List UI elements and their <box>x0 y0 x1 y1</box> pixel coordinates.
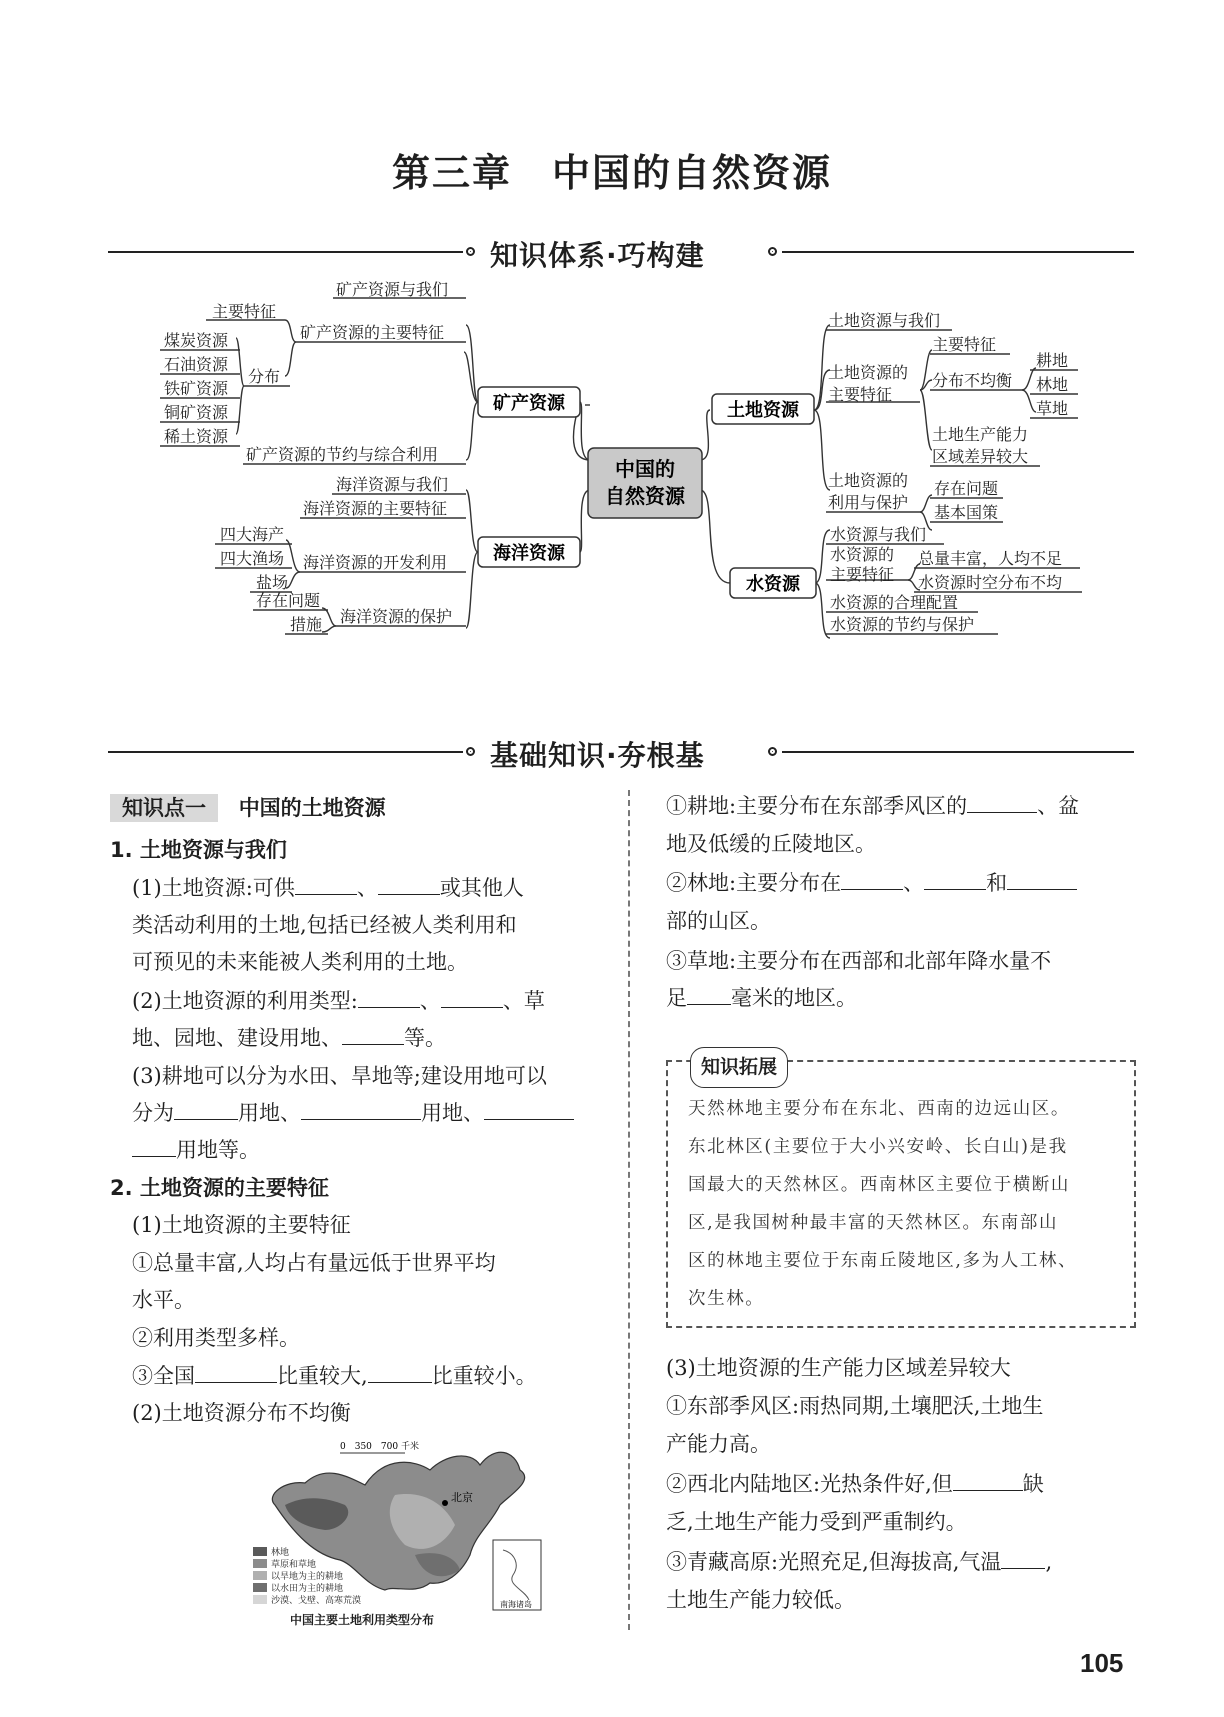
line-13: ③全国 比重较大, 比重较小。 <box>132 1358 537 1395</box>
answer-blank <box>841 865 903 890</box>
line-9: (1)土地资源的主要特征 <box>132 1213 351 1237</box>
mineral-dist-1: 煤炭资源 <box>164 331 229 350</box>
answer-blank <box>132 1132 176 1157</box>
extension-line: 天然林地主要分布在东北、西南的边远山区。 <box>688 1099 1070 1119</box>
answer-blank <box>195 1358 277 1383</box>
section-divider-right <box>782 251 1134 253</box>
knowledge-extension-box <box>666 1060 1136 1328</box>
mind-map-node-water <box>730 568 816 598</box>
line-1: (1)土地资源:可供 、 或其他人 <box>132 870 524 907</box>
land-use-label-1: 土地资源的 <box>828 471 909 490</box>
page-number: 105 <box>1080 1648 1124 1678</box>
land-feature-prod-1: 土地生产能力 <box>932 425 1029 444</box>
land-item-1: 土地资源与我们 <box>828 311 941 330</box>
knowledge-point-tag: 知识点一 <box>110 794 218 822</box>
chapter-title: 第三章 中国的自然资源 <box>391 150 832 195</box>
land-feature-label-2: 主要特征 <box>828 385 893 404</box>
land-feature-main: 主要特征 <box>932 335 997 354</box>
answer-blank <box>342 1020 404 1045</box>
mind-map-center-node <box>588 448 702 518</box>
china-land-use-map <box>245 1435 625 1625</box>
r-line-13: 土地生产能力较低。 <box>666 1588 855 1612</box>
answer-blank <box>1007 865 1077 890</box>
answer-blank <box>484 1095 574 1120</box>
answer-blank <box>953 1466 1023 1491</box>
r-line-9: 产能力高。 <box>666 1432 771 1456</box>
knowledge-extension-label: 知识拓展 <box>690 1047 788 1088</box>
extension-line: 次生林。 <box>688 1289 765 1309</box>
map-legend-3: 以旱地为主的耕地 <box>271 1572 344 1582</box>
column-divider <box>628 790 630 1630</box>
heading-1: 1. 土地资源与我们 <box>110 838 287 862</box>
map-legend-1: 林地 <box>271 1548 290 1558</box>
answer-blank <box>358 983 420 1008</box>
mind-map-diagram <box>0 280 1224 700</box>
land-use-1: 存在问题 <box>934 479 999 498</box>
line-12: ②利用类型多样。 <box>132 1326 300 1350</box>
extension-text <box>688 1090 1128 1318</box>
land-uneven-1: 耕地 <box>1036 351 1069 370</box>
svg-text:矿产资源: 矿产资源 <box>493 393 565 414</box>
line-10: ①总量丰富,人均占有量远低于世界平均 <box>132 1251 496 1275</box>
map-legend-4: 以水田为主的耕地 <box>271 1584 344 1594</box>
line-5: 地、园地、建设用地、 等。 <box>132 1020 446 1057</box>
line-4: (2)土地资源的利用类型: 、 、草 <box>132 983 545 1020</box>
section-title-knowledge-system: 知识体系·巧构建 <box>490 239 705 272</box>
r-line-12: ③青藏高原:光照充足,但海拔高,气温 , <box>666 1544 1052 1581</box>
ocean-dev-3: 盐场 <box>256 573 289 592</box>
r-line-2: 地及低缓的丘陵地区。 <box>666 832 876 856</box>
heading-2: 2. 土地资源的主要特征 <box>110 1176 329 1200</box>
line-8: 用地等。 <box>132 1132 260 1169</box>
r-line-8: ①东部季风区:雨热同期,土壤肥沃,土地生 <box>666 1394 1044 1418</box>
map-legend-5: 沙漠、戈壁、高寒荒漠 <box>271 1596 362 1606</box>
r-line-11: 乏,土地生产能力受到严重制约。 <box>666 1510 967 1534</box>
svg-text:水资源: 水资源 <box>746 574 800 595</box>
mineral-item-2: 矿产资源的主要特征 <box>300 323 445 342</box>
land-feature-label-1: 土地资源的 <box>828 363 909 382</box>
mineral-dist-4: 铜矿资源 <box>164 403 229 422</box>
extension-line: 东北林区(主要位于大小兴安岭、长白山)是我 <box>688 1137 1068 1157</box>
r-line-3: ②林地:主要分布在 、 和 <box>666 865 1077 902</box>
extension-line: 国最大的天然林区。西南林区主要位于横断山 <box>688 1175 1070 1195</box>
water-feature-label-2: 主要特征 <box>830 565 895 584</box>
mineral-sub-dist: 分布 <box>248 367 281 386</box>
land-uneven-3: 草地 <box>1036 399 1069 418</box>
mineral-item-1: 矿产资源与我们 <box>336 280 449 299</box>
answer-blank <box>378 870 440 895</box>
ocean-dev-2: 四大渔场 <box>220 549 285 568</box>
extension-line: 区,是我国树种最丰富的天然林区。东南部山 <box>688 1213 1059 1233</box>
right-column <box>666 790 1146 1630</box>
ocean-item-2: 海洋资源的主要特征 <box>303 499 448 518</box>
land-use-2: 基本国策 <box>934 503 999 522</box>
answer-blank <box>1001 1544 1045 1569</box>
extension-line: 区的林地主要位于东南丘陵地区,多为人工林、 <box>688 1251 1078 1271</box>
answer-blank <box>441 983 503 1008</box>
mineral-dist-2: 石油资源 <box>164 355 229 374</box>
water-feature-label-1: 水资源的 <box>830 545 895 564</box>
svg-text:土地资源: 土地资源 <box>727 400 799 421</box>
section-divider-left <box>108 751 463 753</box>
r-line-6: 足 毫米的地区。 <box>666 980 857 1017</box>
center-line-2: 自然资源 <box>605 484 685 508</box>
ocean-dev-1: 四大海产 <box>220 525 285 544</box>
map-scale: 0 350 700 千米 <box>340 1442 419 1452</box>
ocean-item-3: 海洋资源的开发利用 <box>303 553 448 572</box>
map-city-label: 北京 <box>451 1491 473 1504</box>
knowledge-point-title: 中国的土地资源 <box>238 796 386 820</box>
left-column <box>110 790 610 1630</box>
svg-text:海洋资源: 海洋资源 <box>493 543 565 564</box>
water-item-3: 水资源的合理配置 <box>830 593 959 612</box>
section-divider-right <box>782 751 1134 753</box>
center-line-1: 中国的 <box>615 457 675 481</box>
beijing-marker-icon <box>442 1500 448 1506</box>
mineral-dist-3: 铁矿资源 <box>164 379 229 398</box>
answer-blank <box>924 865 986 890</box>
water-item-4: 水资源的节约与保护 <box>830 615 975 634</box>
line-14: (2)土地资源分布不均衡 <box>132 1401 351 1425</box>
answer-blank <box>295 870 357 895</box>
map-caption: 中国主要土地利用类型分布 <box>290 1613 435 1627</box>
line-2: 类活动利用的土地,包括已经被人类利用和 <box>132 913 517 937</box>
r-line-4: 部的山区。 <box>666 909 771 933</box>
ocean-item-1: 海洋资源与我们 <box>336 475 449 494</box>
water-item-1: 水资源与我们 <box>830 525 927 544</box>
answer-blank <box>967 788 1037 813</box>
line-6: (3)耕地可以分为水田、旱地等;建设用地可以 <box>132 1064 547 1088</box>
mineral-item-3: 矿产资源的节约与综合利用 <box>246 445 439 464</box>
water-feature-2: 水资源时空分布不均 <box>918 573 1063 592</box>
line-11: 水平。 <box>132 1288 195 1312</box>
mineral-sub-main: 主要特征 <box>212 302 277 321</box>
land-feature-prod-2: 区域差异较大 <box>932 447 1029 466</box>
mineral-dist-5: 稀土资源 <box>164 427 229 446</box>
section-bullet-icon <box>768 747 777 756</box>
ocean-item-4: 海洋资源的保护 <box>340 607 453 626</box>
line-3: 可预见的未来能被人类利用的土地。 <box>132 950 468 974</box>
r-line-5: ③草地:主要分布在西部和北部年降水量不 <box>666 949 1052 973</box>
land-feature-uneven: 分布不均衡 <box>932 371 1013 390</box>
r-line-10: ②西北内陆地区:光热条件好,但 缺 <box>666 1466 1044 1503</box>
r-line-7: (3)土地资源的生产能力区域差异较大 <box>666 1356 1011 1380</box>
line-7: 分为 用地、 用地、 <box>132 1095 574 1132</box>
map-inset-label: 南海诸岛 <box>500 1600 532 1609</box>
section-bullet-icon <box>466 247 475 256</box>
answer-blank <box>687 980 731 1005</box>
ocean-protect-1: 存在问题 <box>256 591 321 610</box>
land-use-label-2: 利用与保护 <box>828 493 909 512</box>
section-divider-left <box>108 251 463 253</box>
mind-map-node-mineral <box>478 387 580 417</box>
answer-blank <box>368 1358 432 1383</box>
section-title-basic-knowledge: 基础知识·夯根基 <box>490 739 705 772</box>
section-bullet-icon <box>768 247 777 256</box>
answer-blank <box>174 1095 238 1120</box>
water-feature-1: 总量丰富，人均不足 <box>918 549 1063 568</box>
r-line-1: ①耕地:主要分布在东部季风区的 、盆 <box>666 788 1079 825</box>
mind-map-node-ocean <box>478 537 580 567</box>
map-legend-2: 草原和草地 <box>271 1560 317 1570</box>
answer-blank <box>301 1095 421 1120</box>
ocean-protect-2: 措施 <box>290 615 323 634</box>
mind-map-node-land <box>712 394 814 424</box>
section-bullet-icon <box>466 747 475 756</box>
land-uneven-2: 林地 <box>1036 375 1069 394</box>
